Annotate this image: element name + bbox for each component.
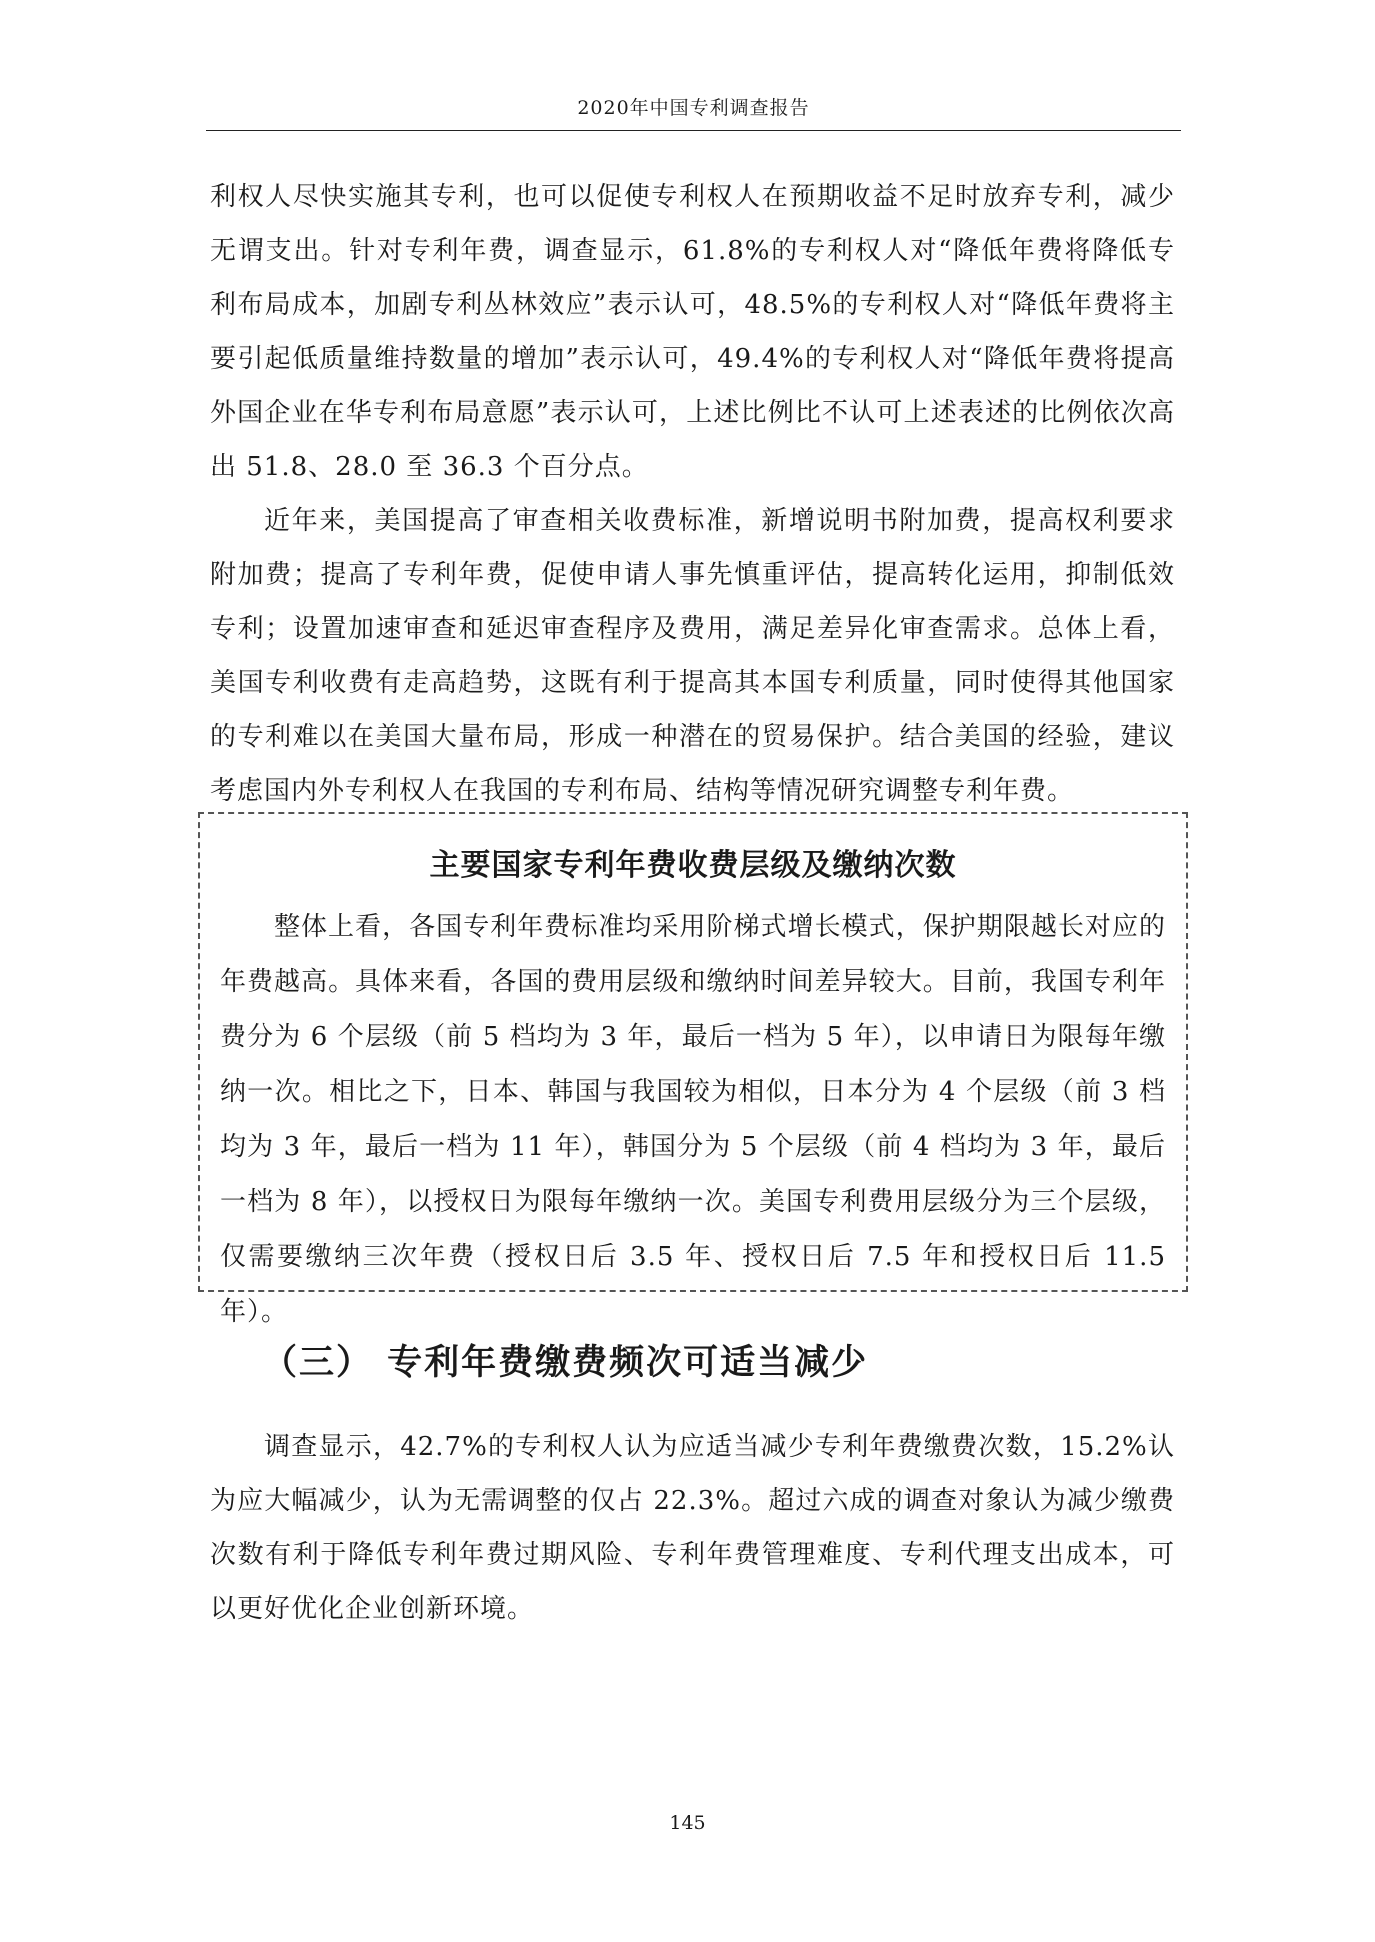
box-title: 主要国家专利年费收费层级及缴纳次数 [429,848,957,883]
section-paragraph: 调查显示，42.7%的专利权人认为应适当减少专利年费缴费次数，15.2%认为应大幅减少，认为无需调整的仅占 22.3%。超过六成的调查对象认为减少缴费次数有利于降低专利年费过期风险、专利年费管理难度、专利代理支出成本，可以更好优化企业创新环境。 [210,1432,1175,1624]
paragraph-us-fees: 近年来，美国提高了审查相关收费标准，新增说明书附加费，提高权利要求附加费；提高了专利年费，促使申请人事先慎重评估，提高转化运用，抑制低效专利；设置加速审查和延迟审查程序及费用，满足差异化审查需求。总体上看，美国专利收费有走高趋势，这既有利于提高其本国专利质量，同时使得其他国家的专利难以在美国大量布局，形成一种潜在的贸易保护。结合美国的经验，建议考虑国内外专利权人在我国的专利布局、结构等情况研究调整专利年费。 [210,506,1175,806]
running-header: 2020年中国专利调查报告 [206,96,1181,131]
paragraph-continued: 利权人尽快实施其专利，也可以促使专利权人在预期收益不足时放弃专利，减少无谓支出。针对专利年费，调查显示，61.8%的专利权人对“降低年费将降低专利布局成本，加剧专利丛林效应”表示认可，48.5%的专利权人对“降低年费将主要引起低质量维持数量的增加”表示认可，49.4%的专利权人对“降低年费将提高外国企业在华专利布局意愿”表示认可，上述比例比不认可上述表述的比例依次高出 51.8、28.0 至 36.3 个百分点。 [210,182,1175,482]
section-heading: （三） 专利年费缴费频次可适当减少 [262,1343,869,1383]
page-number: 145 [669,1812,706,1834]
main-text [210,170,1175,818]
section-text [210,1420,1175,1636]
box-paragraph: 整体上看，各国专利年费标准均采用阶梯式增长模式，保护期限越长对应的年费越高。具体来看，各国的费用层级和缴纳时间差异较大。目前，我国专利年费分为 6 个层级（前 5 档均为 3 年，最后一档为 5 年），以申请日为限每年缴纳一次。相比之下，日本、韩国与我国较为相似，日本分为 4 个层级（前 3 档均为 3 年，最后一档为 11 年），韩国分为 5 个层级（前 4 档均为 3 年，最后一档为 8 年），以授权日为限每年缴纳一次。美国专利费用层级分为三个层级，仅需要缴纳三次年费（授权日后 3.5 年、授权日后 7.5 年和授权日后 11.5 年）。 [220,912,1166,1327]
sidebar-box [198,812,1188,1327]
